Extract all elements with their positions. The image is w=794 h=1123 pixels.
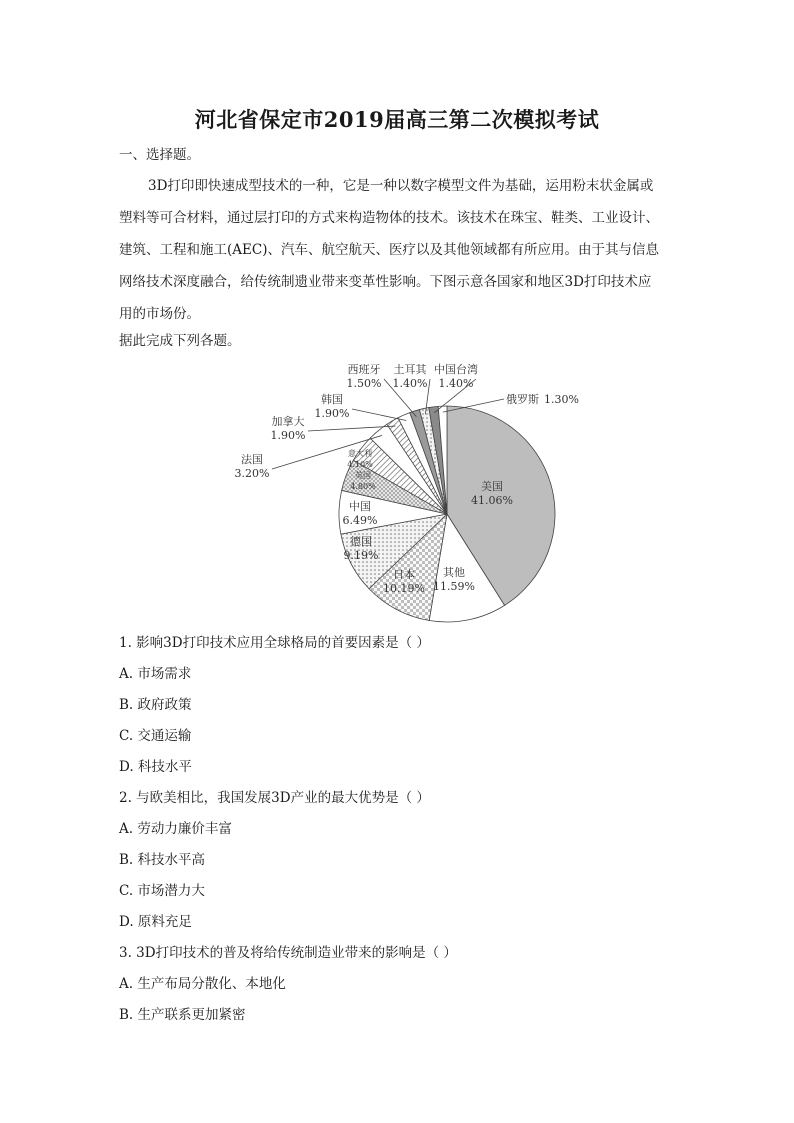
question-1-stem: 1. 影响3D打印技术应用全球格局的首要因素是（ ） xyxy=(119,635,430,651)
question-1-option-a: A. 市场需求 xyxy=(119,666,192,682)
page-title: 河北省保定市2019届高三第二次模拟考试 xyxy=(194,107,600,132)
question-2-option-b: B. 科技水平高 xyxy=(119,852,206,868)
passage-line: 用的市场份。 xyxy=(119,306,200,322)
pie-label-美国: 美国 41.06% xyxy=(471,480,513,507)
question-1-option-d: D. 科技水平 xyxy=(119,759,192,775)
passage-line: 建筑、工程和施工(AEC)、汽车、航空航天、医疗以及其他领域都有所应用。由于其与信息 xyxy=(119,242,659,258)
question-1-option-c: C. 交通运输 xyxy=(119,728,192,744)
section-heading: 一、选择题。 xyxy=(119,147,200,163)
question-2-option-d: D. 原料充足 xyxy=(119,914,192,930)
question-1-option-b: B. 政府政策 xyxy=(119,697,192,713)
question-3-stem: 3. 3D打印技术的普及将给传统制造业带来的影响是（ ） xyxy=(119,945,457,961)
pie-label-韩国: 韩国 1.90% xyxy=(314,393,350,420)
pie-label-德国: 德国 9.19% xyxy=(343,535,379,562)
pie-label-土耳其: 土耳其 1.40% xyxy=(392,363,428,390)
pie-leader-韩国 xyxy=(352,409,406,421)
passage xyxy=(119,170,694,330)
passage-line: 塑料等可合材料，通过层打印的方式来构造物体的技术。该技术在珠宝、鞋类、工业设计、 xyxy=(119,210,659,226)
instruction: 据此完成下列各题。 xyxy=(119,333,241,349)
question-3-option-a: A. 生产布局分散化、本地化 xyxy=(119,976,286,992)
question-2-option-c: C. 市场潜力大 xyxy=(119,883,205,899)
market-share-pie-chart xyxy=(230,357,579,625)
pie-label-英国: 英国 4.80% xyxy=(350,471,376,491)
pie-label-俄罗斯: 俄罗斯 1.30% xyxy=(506,393,579,406)
pie-label-西班牙: 西班牙 1.50% xyxy=(346,363,382,390)
pie-label-日本: 日本 10.19% xyxy=(383,568,425,595)
passage-line: 3D打印即快速成型技术的一种，它是一种以数字模型文件为基础，运用粉末状金属或 xyxy=(148,178,654,194)
question-2-stem: 2. 与欧美相比，我国发展3D产业的最大优势是（ ） xyxy=(119,790,430,806)
pie-label-中国: 中国 6.49% xyxy=(342,500,378,527)
pie-label-其他: 其他 11.59% xyxy=(433,566,475,593)
question-3-option-b: B. 生产联系更加紧密 xyxy=(119,1007,246,1023)
question-2-option-a: A. 劳动力廉价丰富 xyxy=(119,821,232,837)
passage-line: 网络技术深度融合，给传统制遗业带来变革性影响。下图示意各国家和地区3D打印技术应 xyxy=(119,274,652,290)
pie-label-中国台湾: 中国台湾 1.40% xyxy=(434,363,478,390)
pie-label-法国: 法国 3.20% xyxy=(234,453,270,480)
pie-label-意大利: 意大利 4.10% xyxy=(347,449,373,469)
pie-label-加拿大: 加拿大 1.90% xyxy=(270,415,306,442)
